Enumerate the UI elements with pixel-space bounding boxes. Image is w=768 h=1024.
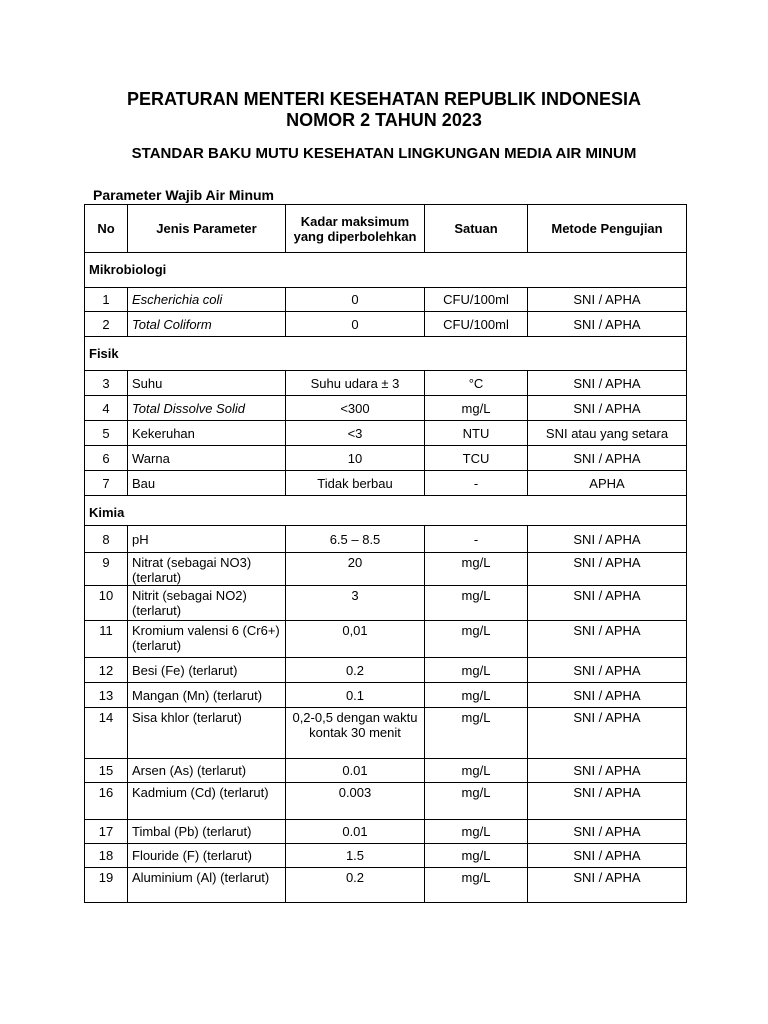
cell-parameter: Total Dissolve Solid (128, 396, 286, 421)
document-title: PERATURAN MENTERI KESEHATAN REPUBLIK INDONESIA (126, 89, 642, 109)
cell-parameter: Nitrit (sebagai NO2) (terlarut) (128, 586, 286, 621)
cell-satuan: - (425, 526, 528, 553)
cell-no: 13 (85, 683, 128, 708)
cell-kadar: 20 (286, 553, 425, 586)
table-row (85, 759, 687, 783)
cell-parameter: Total Coliform (128, 312, 286, 337)
cell-no: 1 (85, 288, 128, 312)
cell-metode: SNI / APHA (528, 621, 687, 658)
section-label: Fisik (85, 337, 687, 371)
cell-parameter: Flouride (F) (terlarut) (128, 844, 286, 868)
cell-satuan: mg/L (425, 586, 528, 621)
cell-metode: SNI / APHA (528, 759, 687, 783)
cell-kadar: <300 (286, 396, 425, 421)
cell-kadar: 0.2 (286, 868, 425, 903)
table-row (85, 421, 687, 446)
cell-parameter: Kromium valensi 6 (Cr6+) (terlarut) (128, 621, 286, 658)
table-row (85, 471, 687, 496)
cell-satuan: mg/L (425, 868, 528, 903)
header-no: No (85, 205, 128, 253)
cell-no: 7 (85, 471, 128, 496)
cell-satuan: mg/L (425, 683, 528, 708)
cell-no: 5 (85, 421, 128, 446)
cell-parameter: Mangan (Mn) (terlarut) (128, 683, 286, 708)
cell-satuan: mg/L (425, 553, 528, 586)
table-row (85, 396, 687, 421)
table-row (85, 683, 687, 708)
cell-parameter: Timbal (Pb) (terlarut) (128, 820, 286, 844)
cell-no: 16 (85, 783, 128, 820)
cell-metode: SNI / APHA (528, 658, 687, 683)
section-row-fisik (85, 337, 687, 371)
table-row (85, 621, 687, 658)
cell-no: 6 (85, 446, 128, 471)
cell-no: 2 (85, 312, 128, 337)
cell-kadar: Suhu udara ± 3 (286, 371, 425, 396)
table-row (85, 553, 687, 586)
cell-metode: SNI / APHA (528, 526, 687, 553)
cell-metode: SNI / APHA (528, 820, 687, 844)
cell-no: 15 (85, 759, 128, 783)
cell-satuan: mg/L (425, 759, 528, 783)
cell-metode: SNI / APHA (528, 446, 687, 471)
cell-no: 11 (85, 621, 128, 658)
cell-metode: SNI atau yang setara (528, 421, 687, 446)
cell-kadar: 0.003 (286, 783, 425, 820)
table-row (85, 708, 687, 759)
header-satuan: Satuan (425, 205, 528, 253)
table-row (85, 783, 687, 820)
table-row (85, 288, 687, 312)
cell-no: 4 (85, 396, 128, 421)
cell-parameter: Sisa khlor (terlarut) (128, 708, 286, 759)
table-row (85, 371, 687, 396)
cell-metode: SNI / APHA (528, 844, 687, 868)
cell-parameter: Escherichia coli (128, 288, 286, 312)
cell-metode: SNI / APHA (528, 586, 687, 621)
cell-metode: SNI / APHA (528, 783, 687, 820)
cell-parameter: pH (128, 526, 286, 553)
cell-parameter: Kadmium (Cd) (terlarut) (128, 783, 286, 820)
cell-no: 8 (85, 526, 128, 553)
cell-no: 14 (85, 708, 128, 759)
document-subtitle: STANDAR BAKU MUTU KESEHATAN LINGKUNGAN MEDIA AIR MINUM (131, 145, 637, 162)
section-row-kimia (85, 496, 687, 526)
cell-no: 19 (85, 868, 128, 903)
table-row (85, 312, 687, 337)
table-caption: Parameter Wajib Air Minum (93, 187, 275, 203)
cell-no: 3 (85, 371, 128, 396)
header-metode: Metode Pengujian (528, 205, 687, 253)
cell-metode: SNI / APHA (528, 683, 687, 708)
cell-parameter: Nitrat (sebagai NO3) (terlarut) (128, 553, 286, 586)
cell-metode: APHA (528, 471, 687, 496)
cell-metode: SNI / APHA (528, 868, 687, 903)
table-row (85, 868, 687, 903)
cell-kadar: 0,01 (286, 621, 425, 658)
cell-satuan: mg/L (425, 396, 528, 421)
cell-kadar: Tidak berbau (286, 471, 425, 496)
cell-satuan: CFU/100ml (425, 288, 528, 312)
cell-metode: SNI / APHA (528, 288, 687, 312)
cell-no: 17 (85, 820, 128, 844)
cell-satuan: CFU/100ml (425, 312, 528, 337)
cell-parameter: Kekeruhan (128, 421, 286, 446)
cell-satuan: °C (425, 371, 528, 396)
cell-satuan: NTU (425, 421, 528, 446)
cell-kadar: 0.2 (286, 658, 425, 683)
table-header-row (85, 205, 687, 253)
cell-kadar: 10 (286, 446, 425, 471)
table-row (85, 820, 687, 844)
cell-metode: SNI / APHA (528, 396, 687, 421)
cell-no: 10 (85, 586, 128, 621)
cell-satuan: TCU (425, 446, 528, 471)
cell-metode: SNI / APHA (528, 312, 687, 337)
cell-kadar: 0,2-0,5 dengan waktu kontak 30 menit (286, 708, 425, 759)
cell-satuan: mg/L (425, 820, 528, 844)
cell-kadar: 0 (286, 288, 425, 312)
cell-kadar: 3 (286, 586, 425, 621)
cell-parameter: Suhu (128, 371, 286, 396)
cell-parameter: Bau (128, 471, 286, 496)
cell-satuan: mg/L (425, 658, 528, 683)
cell-kadar: 6.5 – 8.5 (286, 526, 425, 553)
section-label: Kimia (85, 496, 687, 526)
table-row (85, 526, 687, 553)
cell-satuan: mg/L (425, 844, 528, 868)
cell-kadar: 1.5 (286, 844, 425, 868)
table-row (85, 658, 687, 683)
section-label: Mikrobiologi (85, 253, 687, 288)
cell-metode: SNI / APHA (528, 553, 687, 586)
cell-parameter: Besi (Fe) (terlarut) (128, 658, 286, 683)
parameter-table (84, 204, 687, 903)
cell-parameter: Warna (128, 446, 286, 471)
cell-parameter: Aluminium (Al) (terlarut) (128, 868, 286, 903)
cell-kadar: 0.01 (286, 759, 425, 783)
cell-satuan: mg/L (425, 708, 528, 759)
cell-kadar: 0 (286, 312, 425, 337)
cell-no: 12 (85, 658, 128, 683)
document-number: NOMOR 2 TAHUN 2023 (286, 110, 482, 130)
table-row (85, 586, 687, 621)
cell-satuan: - (425, 471, 528, 496)
header-parameter: Jenis Parameter (128, 205, 286, 253)
cell-metode: SNI / APHA (528, 371, 687, 396)
cell-kadar: 0.01 (286, 820, 425, 844)
cell-metode: SNI / APHA (528, 708, 687, 759)
cell-kadar: 0.1 (286, 683, 425, 708)
table-row (85, 844, 687, 868)
cell-satuan: mg/L (425, 783, 528, 820)
table-row (85, 446, 687, 471)
cell-no: 9 (85, 553, 128, 586)
cell-satuan: mg/L (425, 621, 528, 658)
header-kadar: Kadar maksimum yang diperbolehkan (286, 205, 425, 253)
section-row-mikrobiologi (85, 253, 687, 288)
cell-no: 18 (85, 844, 128, 868)
cell-kadar: <3 (286, 421, 425, 446)
cell-parameter: Arsen (As) (terlarut) (128, 759, 286, 783)
